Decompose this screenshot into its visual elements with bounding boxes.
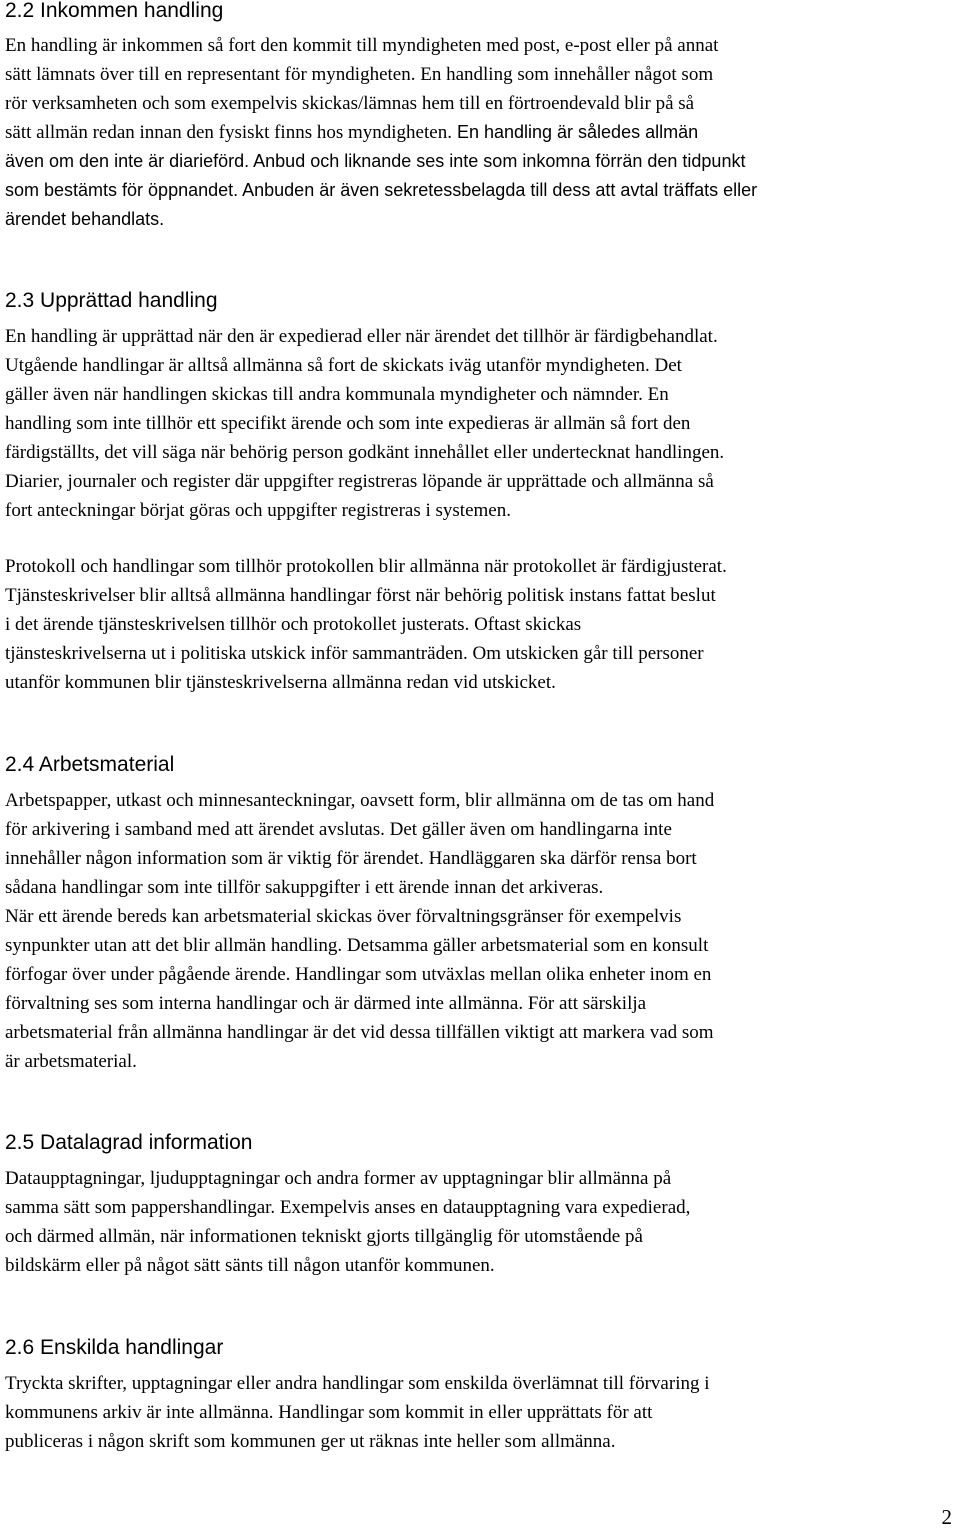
paragraph-arbetsmaterial xyxy=(5,786,714,1076)
text-line: samma sätt som pappershandlingar. Exempelvis anses en dataupptagning vara expedierad, xyxy=(5,1197,691,1218)
text-line: tjänsteskrivelserna ut i politiska utskick inför sammanträden. Om utskicken går till personer xyxy=(5,643,704,664)
paragraph-upprattad-handling xyxy=(5,322,724,525)
text-line: rör verksamheten och som exempelvis skickas/lämnas hem till en förtroendevald blir på så xyxy=(5,93,695,114)
text-line: synpunkter utan att det blir allmän handling. Detsamma gäller arbetsmaterial som en konsult xyxy=(5,935,709,956)
paragraph-enskilda-handlingar xyxy=(5,1369,710,1456)
text-line: Protokoll och handlingar som tillhör protokollen blir allmänna när protokollet är färdigjusterat. xyxy=(5,556,727,577)
text-line: Diarier, journaler och register där uppgifter registreras löpande är upprättade och allmänna så xyxy=(5,471,714,492)
text-line: förvaltning ses som interna handlingar och är därmed inte allmänna. För att särskilja xyxy=(5,993,647,1014)
text-line: kommunens arkiv är inte allmänna. Handlingar som kommit in eller upprättats för att xyxy=(5,1402,653,1423)
text-line: Tjänsteskrivelser blir alltså allmänna handlingar först när behörig politisk instans fattat beslut xyxy=(5,585,716,606)
text-line: En handling är upprättad när den är expedierad eller när ärendet det tillhör är färdigbehandlat. xyxy=(5,326,718,347)
text-line: ärendet behandlats. xyxy=(5,209,165,229)
text-line: innehåller någon information som är viktig för ärendet. Handläggaren ska därför rensa bort xyxy=(5,848,697,869)
section-heading-2-3: 2.3 Upprättad handling xyxy=(5,289,218,312)
text-line: förfogar över under pågående ärende. Handlingar som utväxlas mellan olika enheter inom en xyxy=(5,964,712,985)
text-line: sätt lämnats över till en representant för myndigheten. En handling som innehåller något som xyxy=(5,64,714,85)
text-line: Dataupptagningar, ljudupptagningar och andra former av upptagningar blir allmänna på xyxy=(5,1168,672,1189)
text-line: och därmed allmän, när informationen tekniskt gjorts tillgänglig för utomstående på xyxy=(5,1226,643,1247)
section-heading-2-2: 2.2 Inkommen handling xyxy=(5,0,224,22)
text-line: även om den inte är diarieförd. Anbud och liknande ses inte som inkomna förrän den tidpunkt xyxy=(5,151,746,171)
page-number: 2 xyxy=(941,1505,952,1529)
section-heading-2-6: 2.6 Enskilda handlingar xyxy=(5,1336,224,1359)
text-line: sätt allmän redan innan den fysiskt finns hos myndigheten. En handling är således allmän xyxy=(5,122,699,143)
text-line: för arkivering i samband med att ärendet avslutas. Det gäller även om handlingarna inte xyxy=(5,819,672,840)
paragraph-inkommen-handling xyxy=(5,31,757,234)
text-line: i det ärende tjänsteskrivelsen tillhör och protokollet justerats. Oftast skickas xyxy=(5,614,582,635)
text-line: När ett ärende bereds kan arbetsmaterial skickas över förvaltningsgränser för exempelvis xyxy=(5,906,682,927)
text-line: gäller även när handlingen skickas till andra kommunala myndigheter och nämnder. En xyxy=(5,384,669,405)
text-line: arbetsmaterial från allmänna handlingar är det vid dessa tillfällen viktigt att markera vad som xyxy=(5,1022,714,1043)
text-line: fort anteckningar börjat göras och uppgifter registreras i systemen. xyxy=(5,500,511,521)
text-line: handling som inte tillhör ett specifikt ärende och som inte expedieras är allmän så fort den xyxy=(5,413,691,434)
text-line: är arbetsmaterial. xyxy=(5,1051,137,1072)
section-heading-2-4: 2.4 Arbetsmaterial xyxy=(5,753,175,776)
text-line: Tryckta skrifter, upptagningar eller andra handlingar som enskilda överlämnat till förvaring i xyxy=(5,1373,710,1394)
section-heading-2-5: 2.5 Datalagrad information xyxy=(5,1131,253,1154)
paragraph-datalagrad-information xyxy=(5,1164,690,1280)
text-line: En handling är inkommen så fort den kommit till myndigheten med post, e-post eller på annat xyxy=(5,35,719,56)
paragraph-protokoll xyxy=(5,552,727,697)
text-line: som bestämts för öppnandet. Anbuden är även sekretessbelagda till dess att avtal träffats eller xyxy=(5,180,758,200)
text-line: bildskärm eller på något sätt sänts till någon utanför kommunen. xyxy=(5,1255,495,1276)
text-line: sådana handlingar som inte tillför sakuppgifter i ett ärende innan det arkiveras. xyxy=(5,877,604,898)
text-line: publiceras i någon skrift som kommunen ger ut räknas inte heller som allmänna. xyxy=(5,1431,616,1452)
text-line: utanför kommunen blir tjänsteskrivelserna allmänna redan vid utskicket. xyxy=(5,672,556,693)
text-line: Arbetspapper, utkast och minnesanteckningar, oavsett form, blir allmänna om de tas om hand xyxy=(5,790,715,811)
text-line: färdigställts, det vill säga när behörig person godkänt innehållet eller undertecknat handlingen. xyxy=(5,442,725,463)
text-line: Utgående handlingar är alltså allmänna så fort de skickats iväg utanför myndigheten. Det xyxy=(5,355,682,376)
